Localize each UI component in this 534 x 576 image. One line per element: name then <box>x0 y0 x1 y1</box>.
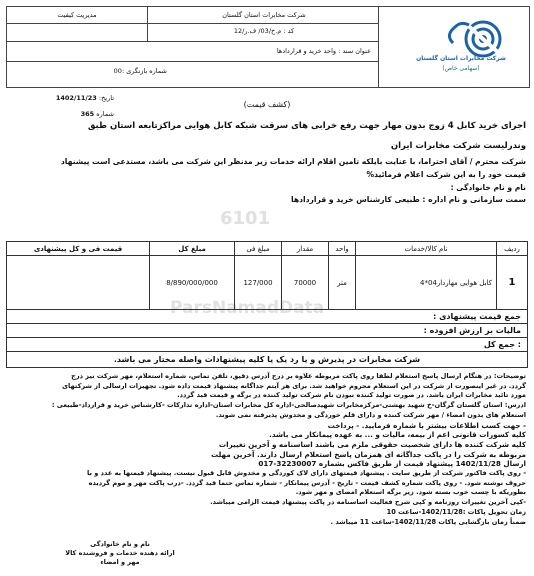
note-line: استعلام های بدون امضاء / مهر شرکت کننده و دارای قلم خوردگی و مخدوش پذیرفته نمی شوند. <box>215 410 526 419</box>
number-value: 365 <box>80 110 95 118</box>
table-row <box>7 256 528 310</box>
row-qty: 70000 <box>282 256 329 310</box>
note-line: مورد تائید مخابرات ایران باشد. در صورت تولید کننده نبودن نام شرکت تولید کننده در برگه و قیمت قید گردد. <box>177 391 526 400</box>
revision-number: شماره بازنگری :00 <box>113 67 167 75</box>
document-kind: (کشف قیمت) <box>243 100 291 109</box>
note-line: - جهت کسب اطلاعات بیشتر با شماره فرمایید. - پرداخت <box>327 420 526 430</box>
notes-block <box>8 372 526 527</box>
row-unit-price: 127/000 <box>235 256 282 310</box>
company-name: شرکت مخابرات استان گلستان <box>222 11 306 19</box>
note-line: بطوریکه با چسب خوب بسته شود. زیر برگه استعلام امضای و مهر شود. <box>295 488 526 497</box>
watermark-code: 6101 <box>220 208 271 229</box>
table-note: شرکت مخابرات در پذیرش و یا رد یک یا کلیه پیشنهادات واصله مختار می باشد. <box>7 352 528 368</box>
vat-label: مالیات بر ارزش افزوده : <box>7 324 528 338</box>
note-line: -کپی آخرین تغییرات روزنامه و کپی شرح فعالیت اساسنامه در پاکت پیشنهاد قیمت الزامی میباشد. <box>210 498 526 507</box>
col-unit-header: واحد <box>329 242 356 256</box>
note-line: ارسال 1402/11/28 پیشنهاد قیمت از طریق فاکس بشماره 32230007-017 <box>258 459 526 469</box>
intro-line-1: اجرای خرید کابل 4 زوج بدون مهار جهت رفع خرابی های سرقت شبکه کابل هوایی مراکزتابعه استان طبق <box>87 121 526 131</box>
watermark-text: ParsNamadData <box>170 298 325 318</box>
row-total: 8/890/000/000 <box>150 256 235 310</box>
form-title: عنوان سند : واحد خرید و قراردادها <box>276 47 371 55</box>
col-item-header: نام کالا/خدمات <box>356 242 497 256</box>
sum-label: جمع قیمت پیشنهادی : <box>7 310 528 324</box>
number-label: شماره <box>96 110 114 118</box>
note-line: کلیه کسورات قانونی اعم از بیمه، مالیات و ... به عهده پیمانکار می باشد. <box>269 430 526 440</box>
row-unit: متر <box>329 256 356 310</box>
contact-position: سمت سازمانی و نام اداره : طبیعی کارشناس خرید و قراردادها <box>291 195 526 204</box>
grand-total-row <box>7 338 528 352</box>
note-line: - روی پاکت فاکتور شرکت از طریق سایت . پیشنهاد قیمتهای دارای لاک کوردگی و مخدوش قابل قبول نیست. پیشنهاد قیمتها به عدد و با <box>87 469 526 478</box>
logo-cell <box>378 7 529 87</box>
signature-stamp: مهر و امضاء <box>100 558 140 566</box>
signature-role: ارائه دهنده خدمات و فروشنده کالا <box>65 549 175 557</box>
note-line: توضیحات: در هنگام ارسال پاسخ استعلام لطفا روی پاکت مربوطه علاوه بر درج آدرس دقیق، تلفن تماس، شماره استعلام، مهر شرکت نیز درج <box>71 372 526 380</box>
logo-text: شرکت مخابرات استان گلستان <box>416 55 506 62</box>
note-row <box>7 352 528 368</box>
row-index: 1 <box>497 256 528 310</box>
note-line: ضمناً زمان بازگشایی پاکات 1402/11/28-ساعت 11 میباشد . <box>330 517 526 526</box>
logo-subtext: (سهامی خاص) <box>442 65 480 72</box>
note-line: حروف نوشته شود. - روی پاکت شماره کشف قیمت - تاریخ - آدرس پیمانکار - شماره تماس حتما قید گردد. -درب پاکت مهر و موم گردیده <box>88 478 526 487</box>
note-line: زمان تحویل پاکات :1402/11/28-ساعت 10 <box>386 507 526 516</box>
intro-line-3: شرکت محترم / آقای احتراما، با عنایت بایلکه تامین اقلام ارائه خدمات زیر مدنظر این شرکت می باشد، مستدعی است پیشنهاد <box>60 157 526 166</box>
signature-name: نام و نام خانوادگی <box>90 540 150 548</box>
note-line: ادرس: استان گلستان گرگان-خ شهید بهشتی-مرکزمخابرات شهیدصالحی-اداره کل مخابرات استان-اداره تدارکات -کارشناس خرید و قرارداد-طبیعی : <box>51 401 526 410</box>
items-table <box>6 241 528 368</box>
grand-total-label: : جمع کل <box>7 338 528 352</box>
col-offer-header: قیمت فی و کل پیشنهادی <box>7 242 150 256</box>
intro-line-2: وندرلیست شرکت مخابرات ایران <box>390 141 526 151</box>
quality-label: مدیریت کیفیت <box>57 11 97 19</box>
signature-block <box>40 540 200 567</box>
intro-line-4: قیمت خود را به این شرکت اعلام فرمائید% <box>366 170 526 179</box>
col-unit-price-header: مبلغ فی <box>235 242 282 256</box>
row-offer <box>7 256 150 310</box>
date-value: 1402/11/23 <box>55 94 97 102</box>
document-code: کد : م.خ/03/ ف.ر/12 <box>233 27 295 35</box>
col-total-header: مبلغ کل <box>150 242 235 256</box>
sum-row <box>7 310 528 324</box>
date-row <box>14 94 114 102</box>
note-line: مربوطه به شرکت را در پاکت جداگانه ای همزمان پاسخ استعلام ارسال دارند. آخرین مهلت <box>210 449 526 459</box>
number-row <box>14 110 114 118</box>
note-line: گردد. در غیر اینصورت از شرکت در این استعلام محروم خواهید شد. برای هر آیتم جداگانه پیشنهاد قیمت داده شود. تجهیزات ارسالی از شرکتهای <box>62 381 526 390</box>
col-index-header: ردیف <box>497 242 528 256</box>
document-header <box>6 6 530 88</box>
contact-name: نام و نام خانوادگی : <box>450 183 526 192</box>
vat-row <box>7 324 528 338</box>
note-line: کلیه شرکت کننده ها دارای شخصیت حقوقی ملزم می باشند اساسنامه و آخرین تغییرات <box>218 439 526 449</box>
row-item: کابل هوایی مهاردار04*4 <box>356 256 497 310</box>
col-qty-header: مقدار <box>282 242 329 256</box>
table-header-row <box>7 242 528 256</box>
date-label: تاریخ: <box>98 94 114 102</box>
